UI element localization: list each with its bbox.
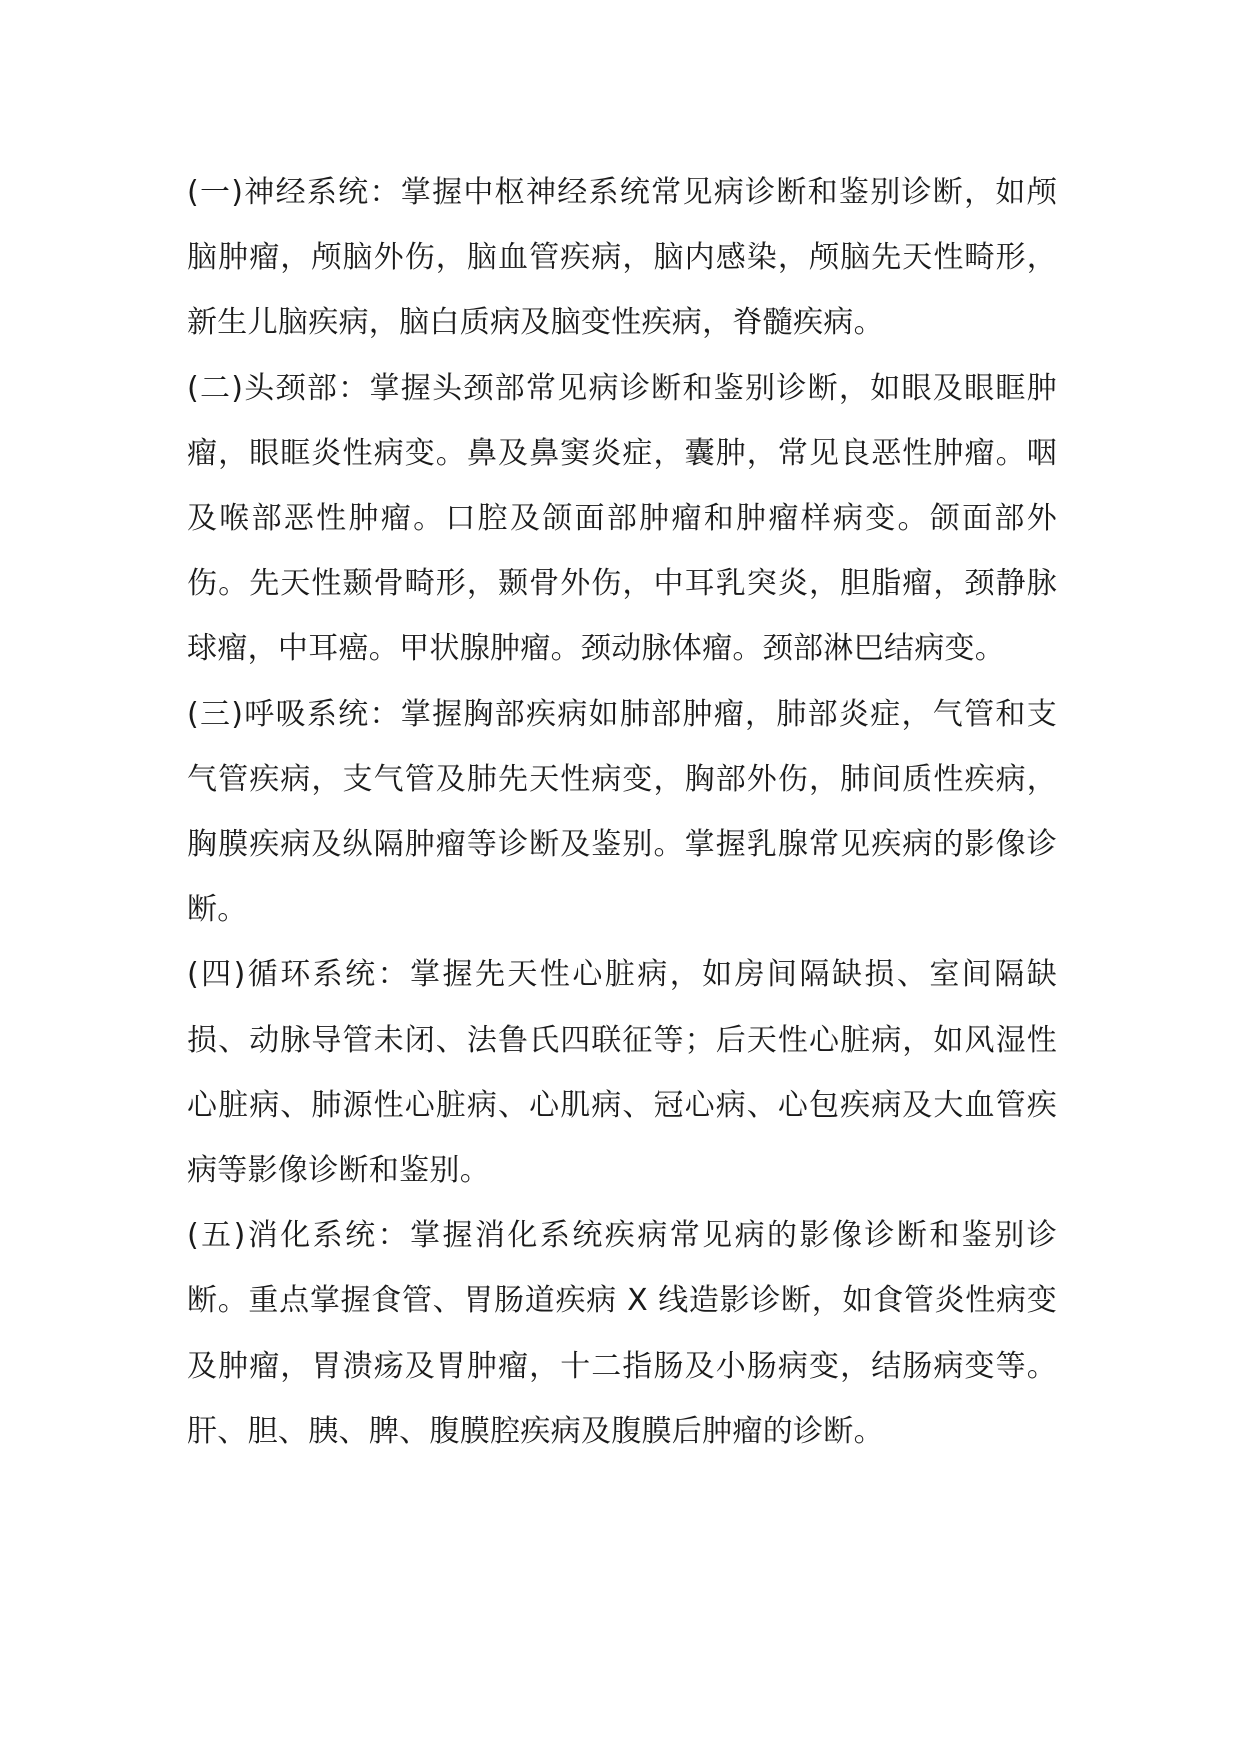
paragraph-digestive-system: (五)消化系统：掌握消化系统疾病常见病的影像诊断和鉴别诊断。重点掌握食管、胃肠道疾病 X 线造影诊断，如食管炎性病变及肿瘤，胃溃疡及胃肿瘤，十二指肠及小肠病变，结肠病变等。肝、胆、胰、脾、腹膜腔疾病及腹膜后肿瘤的诊断。 [187, 1218, 1057, 1449]
paragraph-respiratory-system: (三)呼吸系统：掌握胸部疾病如肺部肿瘤，肺部炎症，气管和支气管疾病，支气管及肺先天性病变，胸部外伤，肺间质性疾病，胸膜疾病及纵隔肿瘤等诊断及鉴别。掌握乳腺常见疾病的影像诊断。 [187, 696, 1057, 928]
paragraph-circulatory-system: (四)循环系统：掌握先天性心脏病，如房间隔缺损、室间隔缺损、动脉导管未闭、法鲁氏四联征等；后天性心脏病，如风湿性心脏病、肺源性心脏病、心肌病、冠心病、心包疾病及大血管疾病等影像诊断和鉴别。 [187, 957, 1057, 1189]
paragraph-head-and-neck: (二)头颈部：掌握头颈部常见病诊断和鉴别诊断，如眼及眼眶肿瘤，眼眶炎性病变。鼻及鼻窦炎症，囊肿，常见良恶性肿瘤。咽及喉部恶性肿瘤。口腔及颌面部肿瘤和肿瘤样病变。颌面部外伤。先天性颞骨畸形，颞骨外伤，中耳乳突炎，胆脂瘤，颈静脉球瘤，中耳癌。甲状腺肿瘤。颈动脉体瘤。颈部淋巴结病变。 [187, 370, 1057, 667]
document-body [187, 160, 1057, 1464]
paragraph-neurological-system: (一)神经系统：掌握中枢神经系统常见病诊断和鉴别诊断，如颅脑肿瘤，颅脑外伤，脑血管疾病，脑内感染，颅脑先天性畸形，新生儿脑疾病，脑白质病及脑变性疾病，脊髓疾病。 [187, 175, 1057, 341]
